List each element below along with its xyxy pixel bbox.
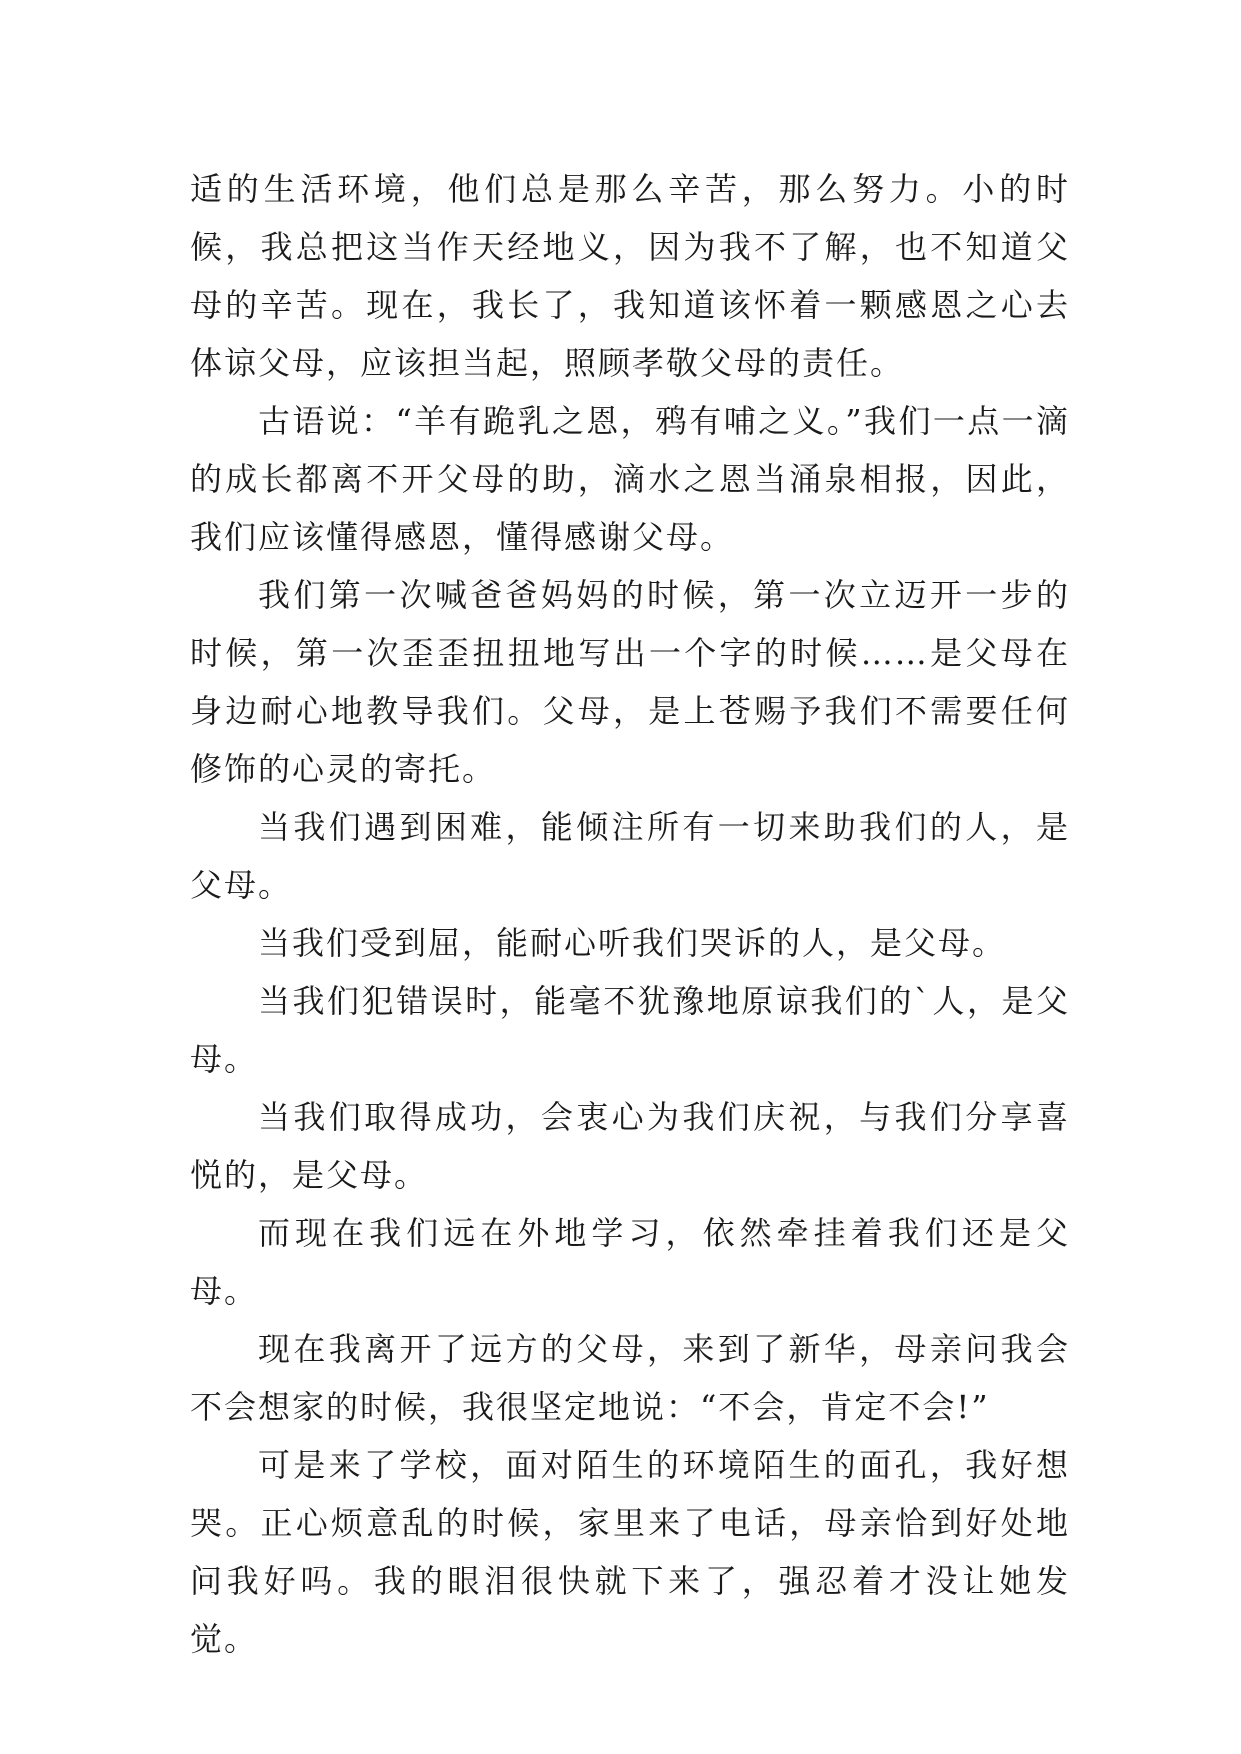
paragraph-4: 当我们遇到困难，能倾注所有一切来助我们的人，是父母。 [190, 808, 1070, 904]
paragraph-8: 而现在我们远在外地学习，依然牵挂着我们还是父母。 [190, 1214, 1070, 1310]
paragraph-2: 古语说：“羊有跪乳之恩，鸦有哺之义。”我们一点一滴的成长都离不开父母的助，滴水之恩当涌泉相报，因此，我们应该懂得感恩，懂得感谢父母。 [190, 402, 1070, 556]
paragraph-6: 当我们犯错误时，能毫不犹豫地原谅我们的`人，是父母。 [190, 982, 1070, 1078]
document-body [190, 160, 1070, 1668]
paragraph-7: 当我们取得成功，会衷心为我们庆祝，与我们分享喜悦的，是父母。 [190, 1098, 1070, 1194]
paragraph-3: 我们第一次喊爸爸妈妈的时候，第一次立迈开一步的时候，第一次歪歪扭扭地写出一个字的时候……是父母在身边耐心地教导我们。父母，是上苍赐予我们不需要任何修饰的心灵的寄托。 [190, 576, 1070, 788]
paragraph-5: 当我们受到屈，能耐心听我们哭诉的人，是父母。 [258, 924, 1007, 962]
paragraph-1: 适的生活环境，他们总是那么辛苦，那么努力。小的时候，我总把这当作天经地义，因为我不了解，也不知道父母的辛苦。现在，我长了，我知道该怀着一颗感恩之心去体谅父母，应该担当起，照顾孝敬父母的责任。 [190, 170, 1070, 382]
paragraph-9: 现在我离开了远方的父母，来到了新华，母亲问我会不会想家的时候，我很坚定地说：“不会，肯定不会!” [190, 1330, 1070, 1426]
paragraph-10: 可是来了学校，面对陌生的环境陌生的面孔，我好想哭。正心烦意乱的时候，家里来了电话，母亲恰到好处地问我好吗。我的眼泪很快就下来了，强忍着才没让她发觉。 [190, 1446, 1070, 1658]
